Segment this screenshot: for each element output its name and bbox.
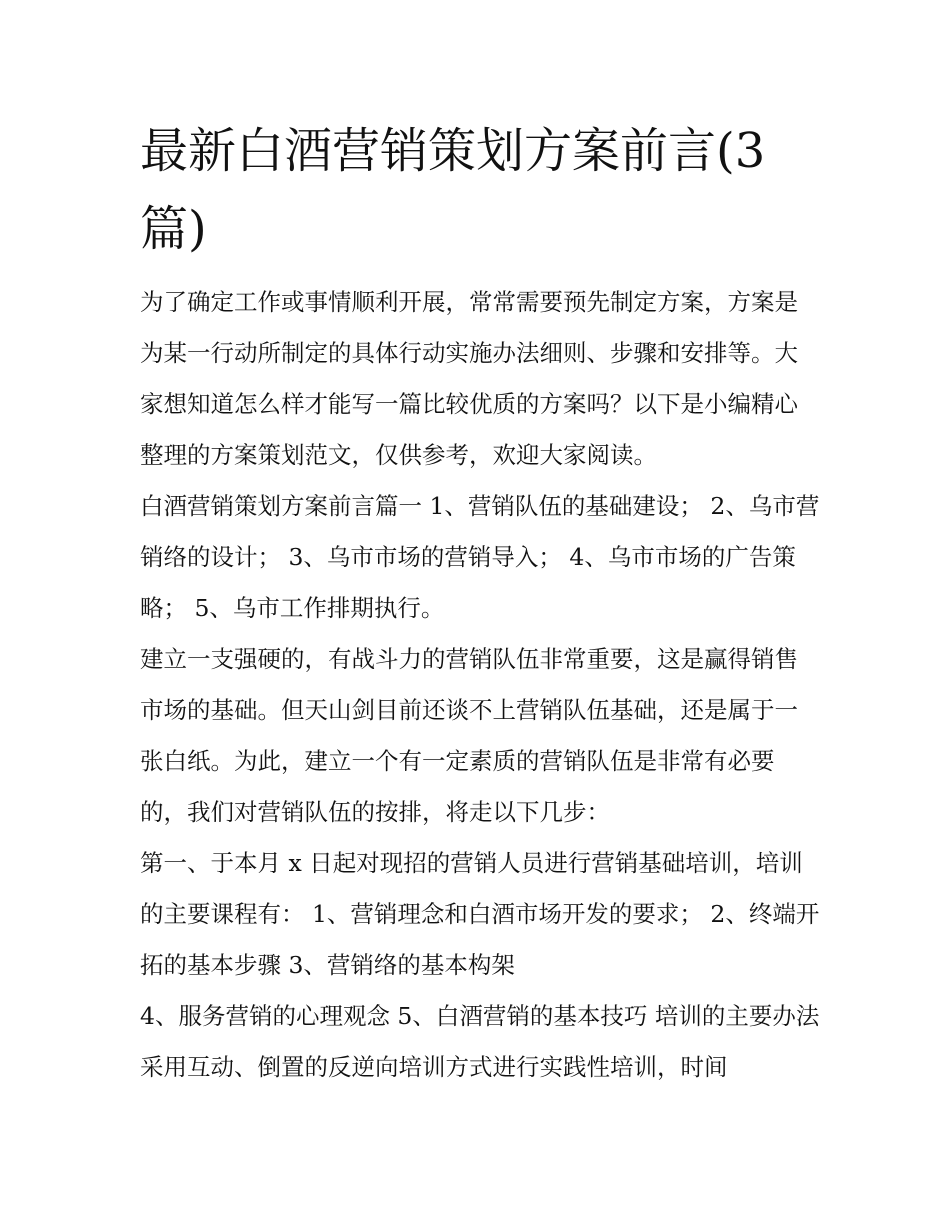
paragraph-intro: 为了确定工作或事情顺利开展，常常需要预先制定方案，方案是为某一行动所制定的具体行动实施办法细则、步骤和安排等。大家想知道怎么样才能写一篇比较优质的方案吗？以下是小编精心整理的方案策划范文，仅供参考，欢迎大家阅读。	[140, 288, 798, 469]
paragraph-team-building: 建立一支强硬的，有战斗力的营销队伍非常重要，这是赢得销售市场的基础。但天山剑目前还谈不上营销队伍基础，还是属于一张白纸。为此，建立一个有一定素质的营销队伍是非常有必要的，我们对营销队伍的按排，将走以下几步：	[140, 645, 798, 826]
paragraph-training-method: 4、服务营销的心理观念 5、白酒营销的基本技巧 培训的主要办法采用互动、倒置的反逆向培训方式进行实践性培训，时间	[140, 1002, 820, 1081]
paragraph-outline: 白酒营销策划方案前言篇一 1、营销队伍的基础建设； 2、乌市营销络的设计； 3、乌市市场的营销导入； 4、乌市市场的广告策略； 5、乌市工作排期执行。	[140, 492, 820, 622]
document-title: 最新白酒营销策划方案前言(3篇)	[140, 123, 766, 257]
paragraph-training-step-one: 第一、于本月 x 日起对现招的营销人员进行营销基础培训，培训的主要课程有： 1、营销理念和白酒市场开发的要求； 2、终端开拓的基本步骤 3、营销络的基本构架	[140, 849, 820, 979]
document-body	[140, 277, 820, 1093]
